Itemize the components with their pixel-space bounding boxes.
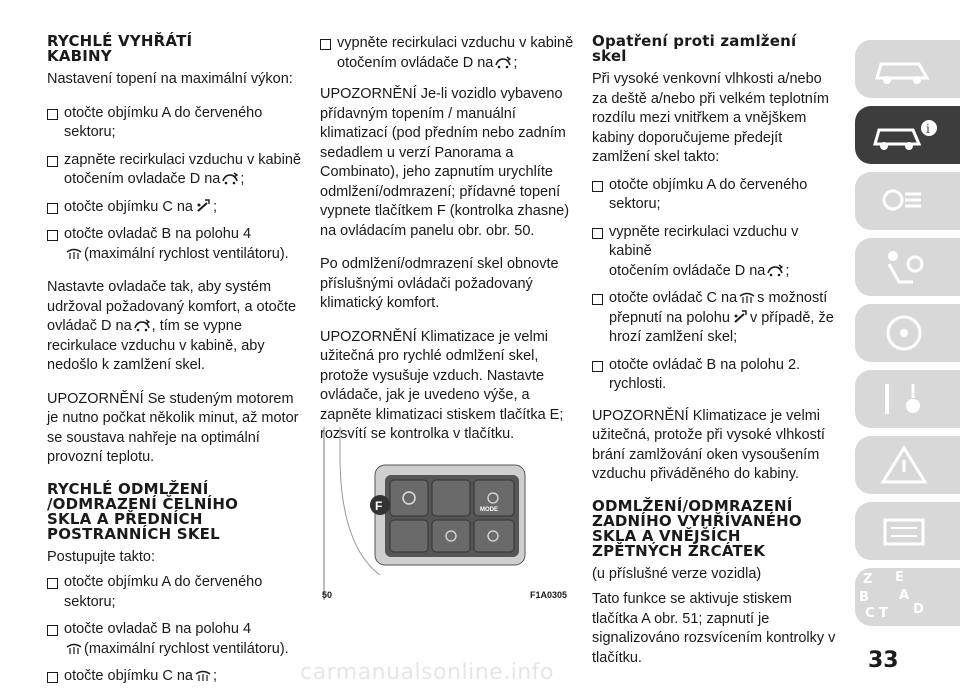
defrost-icon	[739, 290, 755, 304]
tab-letter: B	[859, 590, 869, 605]
defrost-icon	[195, 668, 211, 682]
recirculation-icon	[495, 55, 511, 69]
heading-fog-prevention: Opatření proti zamlžení skel	[592, 32, 797, 65]
tab-car-info[interactable]	[855, 106, 960, 164]
list-item: otočte ovladač B na polohu 4 (maximální rychlost ventilátoru).	[47, 225, 305, 264]
windscreen-feet-icon	[732, 310, 748, 324]
checkbox-bullet-icon	[592, 181, 603, 192]
checkbox-bullet-icon	[47, 230, 58, 241]
list-item: otočte objímku A do červeného sektoru;	[47, 573, 305, 612]
tab-letter: E	[895, 570, 904, 585]
tab-technical-icon	[869, 510, 939, 552]
tab-letter: D	[913, 602, 924, 617]
checkbox-bullet-icon	[47, 578, 58, 589]
defrost-icon	[66, 246, 82, 260]
tab-airbag[interactable]	[855, 238, 960, 296]
tab-steering[interactable]	[855, 304, 960, 362]
checkbox-bullet-icon	[47, 203, 58, 214]
checkbox-bullet-icon	[592, 228, 603, 239]
checkbox-bullet-icon	[47, 109, 58, 120]
tab-letter: T	[879, 606, 888, 621]
list-item: vypněte recirkulaci vzduchu v kabině otočením ovládače D na ;	[592, 223, 838, 282]
checkbox-bullet-icon	[47, 672, 58, 683]
tab-car[interactable]	[855, 40, 960, 98]
paragraph-version: (u příslušné verze vozidla)	[592, 565, 762, 582]
page-number: 33	[868, 648, 899, 673]
checkbox-bullet-icon	[592, 294, 603, 305]
recirculation-icon	[222, 171, 238, 185]
figure-code: F1A0305	[530, 590, 568, 600]
tab-service[interactable]	[855, 370, 960, 428]
tab-index[interactable]	[855, 568, 960, 626]
tab-steering-icon	[869, 312, 939, 354]
list-item: otočte ovladač B na polohu 4 (maximální rychlost ventilátoru).	[47, 620, 305, 659]
tab-car-icon	[869, 48, 939, 90]
paragraph-aux-heater: UPOZORNĚNÍ Je-li vozidlo vybaveno přídavným topením / manuální klimatizací (pod předním nebo zadním sedadlem u verzí Panorama a Combinato), jeho zapnutím urychlíte odmlžení/odmrazení; přídavné topení vypnete tlačítkem F (kontrolka zhasne) na ovládacím panelu obr. obr. 50.	[320, 86, 570, 239]
watermark: carmanualsonline.info	[300, 660, 554, 685]
heading-fast-defog: RYCHLÉ ODMLŽENÍ /ODMRAZENÍ ČELNÍHO SKLA A PŘEDNÍCH POSTRANNÍCH SKEL	[47, 479, 239, 543]
tab-letter: A	[899, 588, 910, 603]
tab-service-icon	[869, 378, 939, 420]
paragraph-activation: Tato funkce se aktivuje stiskem tlačítka A obr. 51; zapnutí je signalizováno rozsvícením kontrolky v tlačítku.	[592, 591, 836, 666]
tab-technical[interactable]	[855, 502, 960, 560]
svg-text:i: i	[926, 122, 930, 136]
list-item: otočte objímku C na ;	[47, 198, 305, 218]
list-item: otočte objímku A do červeného sektoru;	[47, 104, 305, 143]
paragraph-warning-cold-engine: UPOZORNĚNÍ Se studeným motorem je nutno počkat několik minut, až motor se soustava nahřeje na optimální provozní teplotu.	[47, 390, 299, 465]
tab-car-info-icon	[869, 114, 939, 156]
recirculation-icon	[767, 263, 783, 277]
paragraph-adjust: Nastavte ovladače tak, aby systém udržoval požadovaný komfort, a otočte ovládač D na , tím se vypne recirkulace vzduchu v kabině, aby nedošlo k zamlžení skel.	[47, 279, 297, 373]
tab-warning-icon	[869, 444, 939, 486]
tab-warning[interactable]	[855, 436, 960, 494]
list-item: otočte ovládač B na polohu 2. rychlosti.	[592, 356, 838, 395]
list-item: zapněte recirkulaci vzduchu v kabině otočením ovladače D na ;	[47, 151, 305, 190]
checkbox-bullet-icon	[320, 39, 331, 50]
list-item: otočte objímku A do červeného sektoru;	[592, 176, 838, 215]
heading-fast-heating: RYCHLÉ VYHŘÁTÍ KABINY	[47, 32, 193, 65]
figure-control-panel	[320, 425, 578, 605]
paragraph-ac-humidity: UPOZORNĚNÍ Klimatizace je velmi užitečná, protože při vysoké vlhkostí brání zamlžování oken vysoušením vzduchu přiváděného do kabiny.	[592, 407, 825, 482]
checkbox-bullet-icon	[47, 156, 58, 167]
figure-mode-label: MODE	[480, 507, 498, 513]
list-item: vypněte recirkulaci vzduchu v kabině otočením ovládače D na ;	[320, 34, 578, 73]
chapter-tab-bar	[855, 40, 960, 634]
list-item: otočte objímku C na ;	[47, 667, 305, 687]
paragraph-ac-note: UPOZORNĚNÍ Klimatizace je velmi užitečná pro rychlé odmlžení skel, protože vysušuje vzduch. Nastavte ovládače, jak je uvedeno výše, a zapněte klimatizaci stiskem tlačítka E; rozsvítí se kontrolka v tlačítku.	[320, 328, 564, 442]
paragraph-humidity: Při vysoké venkovní vlhkosti a/nebo za deště a/nebo při velkém teplotním rozdílu mezi vnitřkem a vnějškem kabiny doporučujeme předejít zamlžení skel takto:	[592, 71, 829, 165]
tab-airbag-icon	[869, 246, 939, 288]
checkbox-bullet-icon	[592, 361, 603, 372]
figure-number: 50	[322, 590, 333, 600]
column-middle	[320, 34, 578, 459]
tab-lights-icon	[869, 180, 939, 222]
paragraph-proceed: Postupujte takto:	[47, 548, 156, 565]
tab-lights[interactable]	[855, 172, 960, 230]
column-right	[592, 34, 838, 682]
column-left	[47, 34, 305, 695]
heading-rear-defrost: ODMLŽENÍ/ODMRAZENÍ ZADNÍHO VYHŘÍVANÉHO SKLA A VNĚJŠÍCH ZPĚTNÝCH ZRCÁTEK	[592, 496, 802, 560]
control-panel-illustration	[320, 425, 578, 605]
tab-letter: Z	[863, 572, 873, 587]
list-item: otočte ovládač C na s možností přepnutí na polohu v případě, že hrozí zamlžení skel;	[592, 289, 838, 348]
defrost-icon	[66, 641, 82, 655]
recirculation-icon	[134, 318, 150, 332]
figure-label-f: F	[375, 499, 383, 513]
tab-letter: C	[865, 606, 875, 621]
windscreen-feet-icon	[195, 199, 211, 213]
paragraph-restore: Po odmlžení/odmrazení skel obnovte příslušnými ovládači požadovaný klimatický komfort.	[320, 256, 559, 311]
paragraph-max-heating: Nastavení topení na maximální výkon:	[47, 71, 293, 87]
checkbox-bullet-icon	[47, 625, 58, 636]
